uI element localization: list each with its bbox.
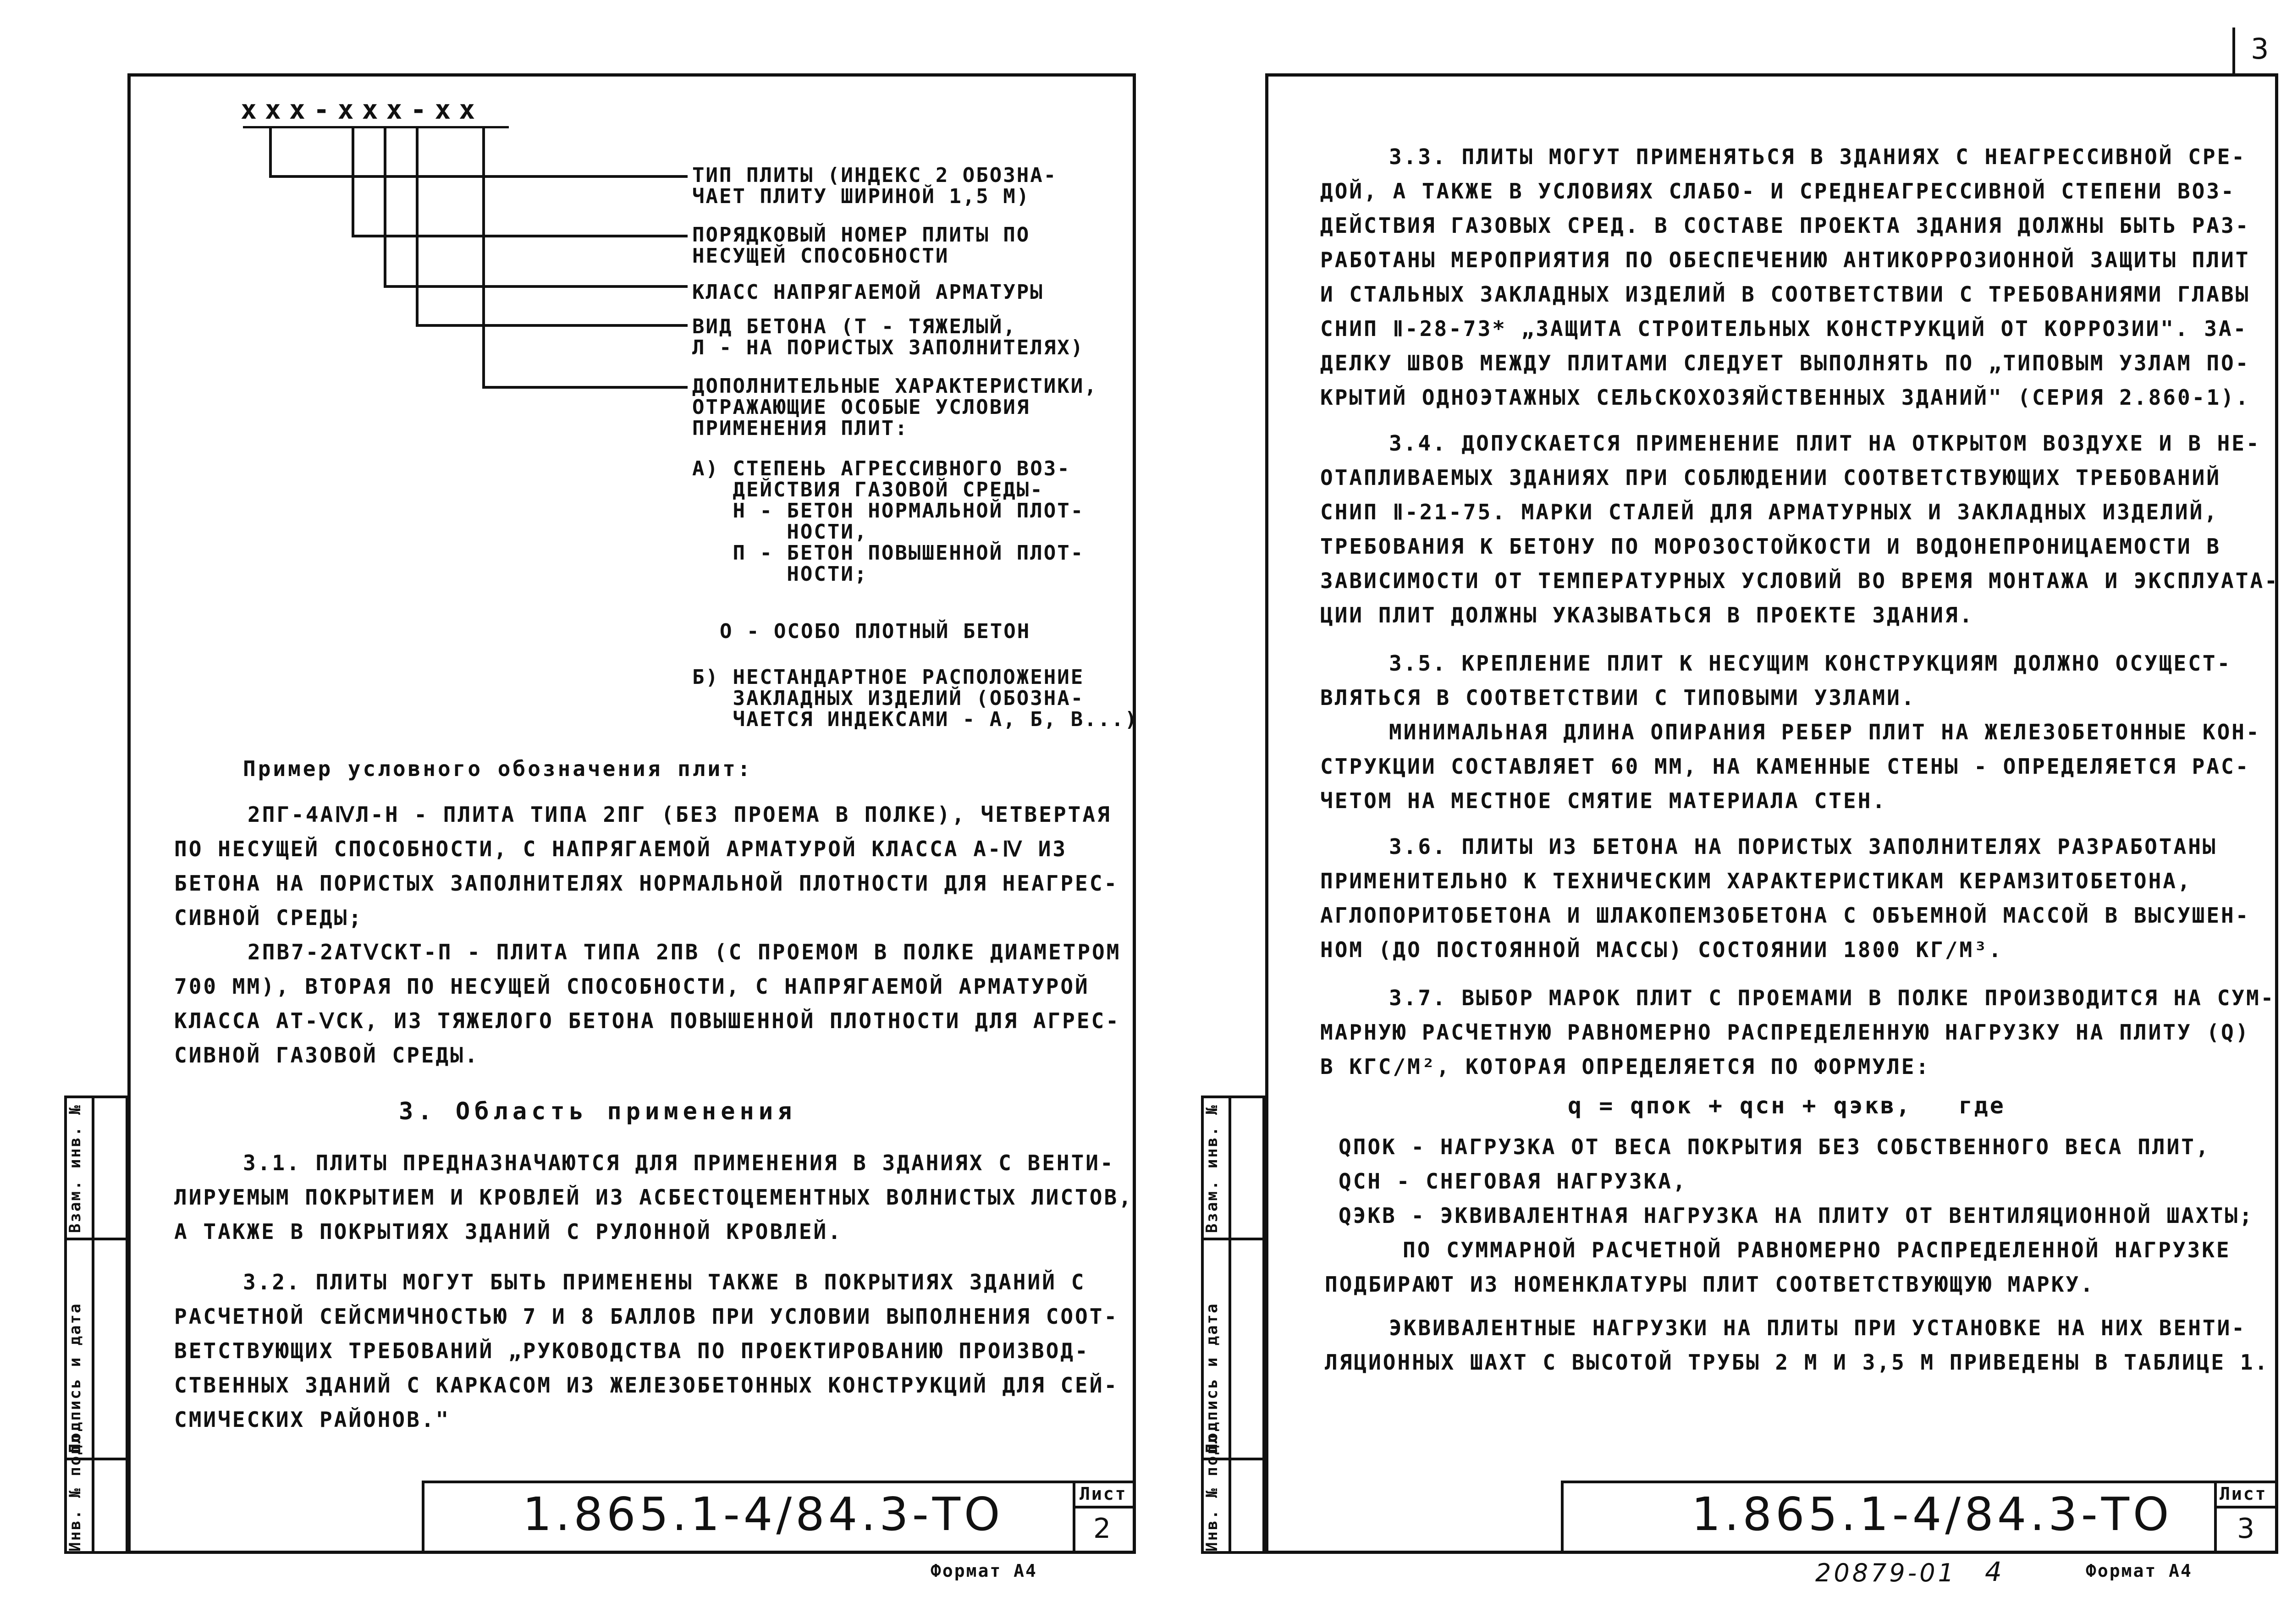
side-field-signature: Подпись и дата xyxy=(66,1302,84,1453)
section-line: 3.1. ПЛИТЫ ПРЕДНАЗНАЧАЮТСЯ ДЛЯ ПРИМЕНЕНИЯ В ЗДАНИЯХ С ВЕНТИ- xyxy=(243,1151,1115,1175)
section-line: ЛИРУЕМЫМ ПОКРЫТИЕМ И КРОВЛЕЙ ИЗ АСБЕСТОЦЕМЕНТНЫХ ВОЛНИСТЫХ ЛИСТОВ, xyxy=(174,1185,1133,1210)
text-line: 3.5. КРЕПЛЕНИЕ ПЛИТ К НЕСУЩИМ КОНСТРУКЦИЯМ ДОЛЖНО ОСУЩЕСТ- xyxy=(1389,651,2232,676)
scheme-label-concrete: ВИД БЕТОНА (Т - ТЯЖЕЛЫЙ, Л - НА ПОРИСТЫХ ЗАПОЛНИТЕЛЯХ) xyxy=(692,315,1085,359)
example-line: БЕТОНА НА ПОРИСТЫХ ЗАПОЛНИТЕЛЯХ НОРМАЛЬНОЙ ПЛОТНОСТИ ДЛЯ НЕАГРЕС- xyxy=(174,871,1119,896)
right-sheet-label: Лист xyxy=(2220,1484,2267,1504)
left-sheet-number: 2 xyxy=(1093,1513,1111,1545)
text-line: ЦИИ ПЛИТ ДОЛЖНЫ УКАЗЫВАТЬСЯ В ПРОЕКТЕ ЗДАНИЯ. xyxy=(1320,603,1974,628)
scheme-sub-o: О - ОСОБО ПЛОТНЫЙ БЕТОН xyxy=(720,620,1031,643)
text-line: ТРЕБОВАНИЯ К БЕТОНУ ПО МОРОЗОСТОЙКОСТИ И ВОДОНЕПРОНИЦАЕМОСТИ В xyxy=(1320,534,2221,559)
scheme-label-steel: КЛАСС НАПРЯГАЕМОЙ АРМАТУРЫ xyxy=(692,281,1044,304)
text-line: НОМ (ДО ПОСТОЯННОЙ МАССЫ) СОСТОЯНИИ 1800 КГ/М³. xyxy=(1320,937,2003,962)
section-line: ВЕТСТВУЮЩИХ ТРЕБОВАНИЙ „РУКОВОДСТВА ПО ПРОЕКТИРОВАНИЮ ПРОИЗВОД- xyxy=(174,1338,1090,1363)
text-line: 3.4. ДОПУСКАЕТСЯ ПРИМЕНЕНИЕ ПЛИТ НА ОТКРЫТОМ ВОЗДУХЕ И В НЕ- xyxy=(1389,431,2261,456)
text-line: ДОЙ, А ТАКЖЕ В УСЛОВИЯХ СЛАБО- И СРЕДНЕАГРЕССИВНОЙ СТЕПЕНИ ВОЗ- xyxy=(1320,179,2236,204)
example-title: Пример условного обозначения плит: xyxy=(243,756,753,781)
text-line: ДЕЙСТВИЯ ГАЗОВЫХ СРЕД. В СОСТАВЕ ПРОЕКТА ЗДАНИЯ ДОЛЖНЫ БЫТЬ РАЗ- xyxy=(1320,213,2250,238)
text-line: ДЕЛКУ ШВОВ МЕЖДУ ПЛИТАМИ СЛЕДУЕТ ВЫПОЛНЯТЬ ПО „ТИПОВЫМ УЗЛАМ ПО- xyxy=(1320,351,2250,375)
example-line: 2ПВ7-2АТⅤСКТ-П - ПЛИТА ТИПА 2ПВ (С ПРОЕМОМ В ПОЛКЕ ДИАМЕТРОМ xyxy=(248,940,1121,964)
right-sheet-number: 3 xyxy=(2237,1513,2255,1545)
scheme-code: ххх-ххх-хх xyxy=(241,94,484,125)
text-line: ПРИМЕНИТЕЛЬНО К ТЕХНИЧЕСКИМ ХАРАКТЕРИСТИКАМ КЕРАМЗИТОБЕТОНА, xyxy=(1320,869,2192,893)
example-line: СИВНОЙ СРЕДЫ; xyxy=(174,905,364,930)
text-line: КРЫТИЙ ОДНОЭТАЖНЫХ СЕЛЬСКОХОЗЯЙСТВЕННЫХ ЗДАНИЙ" (СЕРИЯ 2.860-1). xyxy=(1320,385,2250,410)
text-line: ВЛЯТЬСЯ В СООТВЕТСТВИИ С ТИПОВЫМИ УЗЛАМИ. xyxy=(1320,685,1916,710)
side-field-replace: Взам. инв. № xyxy=(66,1104,84,1233)
example-line: 2ПГ-4АⅣЛ-Н - ПЛИТА ТИПА 2ПГ (БЕЗ ПРОЕМА В ПОЛКЕ), ЧЕТВЕРТАЯ xyxy=(248,802,1112,827)
text-line: ЗАВИСИМОСТИ ОТ ТЕМПЕРАТУРНЫХ УСЛОВИЙ ВО ВРЕМЯ МОНТАЖА И ЭКСПЛУАТА- xyxy=(1320,568,2279,593)
left-format: Формат А4 xyxy=(931,1561,1037,1581)
scheme-connectors xyxy=(238,124,697,399)
corner-page-number: 3 xyxy=(2251,32,2269,66)
scheme-sub-b: Б) НЕСТАНДАРТНОЕ РАСПОЛОЖЕНИЕ ЗАКЛАДНЫХ ИЗДЕЛИЙ (ОБОЗНА- ЧАЕТСЯ ИНДЕКСАМИ - А, Б, В...) xyxy=(692,666,1139,731)
right-stamp-code: 1.865.1-4/84.3-ТО xyxy=(1691,1487,2173,1541)
text-line: ОТАПЛИВАЕМЫХ ЗДАНИЯХ ПРИ СОБЛЮДЕНИИ СООТВЕТСТВУЮЩИХ ТРЕБОВАНИЙ xyxy=(1320,465,2221,490)
right-format: Формат А4 xyxy=(2086,1561,2193,1581)
section-title: 3. Область применения xyxy=(399,1098,797,1125)
text-line: ПОДБИРАЮТ ИЗ НОМЕНКЛАТУРЫ ПЛИТ СООТВЕТСТВУЮЩУЮ МАРКУ. xyxy=(1325,1272,2095,1297)
left-stamp-code: 1.865.1-4/84.3-ТО xyxy=(523,1487,1004,1541)
text-line: И СТАЛЬНЫХ ЗАКЛАДНЫХ ИЗДЕЛИЙ В СООТВЕТСТВИИ С ТРЕБОВАНИЯМИ ГЛАВЫ xyxy=(1320,282,2250,307)
side-field-inventory: Инв. № подл. xyxy=(1203,1422,1221,1552)
text-line: СНИП Ⅱ-21-75. МАРКИ СТАЛЕЙ ДЛЯ АРМАТУРНЫХ И ЗАКЛАДНЫХ ИЗДЕЛИЙ, xyxy=(1320,500,2219,524)
side-field-inventory: Инв. № подл. xyxy=(66,1422,84,1552)
text-line: АГЛОПОРИТОБЕТОНА И ШЛАКОПЕМЗОБЕТОНА С ОБЪЕМНОЙ МАССОЙ В ВЫСУШЕН- xyxy=(1320,903,2250,928)
text-line: МАРНУЮ РАСЧЕТНУЮ РАВНОМЕРНО РАСПРЕДЕЛЕННУЮ НАГРУЗКУ НА ПЛИТУ (Q) xyxy=(1320,1020,2250,1045)
definition-line: QСН - СНЕГОВАЯ НАГРУЗКА, xyxy=(1339,1169,1687,1194)
section-line: СТВЕННЫХ ЗДАНИЙ С КАРКАСОМ ИЗ ЖЕЛЕЗОБЕТОННЫХ КОНСТРУКЦИЙ ДЛЯ СЕЙ- xyxy=(174,1373,1119,1398)
side-field-signature: Подпись и дата xyxy=(1203,1302,1221,1453)
definition-line: QЭКВ - ЭКВИВАЛЕНТНАЯ НАГРУЗКА НА ПЛИТУ ОТ ВЕНТИЛЯЦИОННОЙ ШАХТЫ; xyxy=(1339,1203,2254,1228)
archive-page: 4 xyxy=(1985,1556,2002,1587)
text-line: ПО СУММАРНОЙ РАСЧЕТНОЙ РАВНОМЕРНО РАСПРЕДЕЛЕННОЙ НАГРУЗКЕ xyxy=(1403,1238,2231,1262)
formula: q = qпок + qсн + qэкв, где xyxy=(1568,1092,2006,1119)
left-sheet-label: Лист xyxy=(1080,1484,1127,1504)
text-line: ЭКВИВАЛЕНТНЫЕ НАГРУЗКИ НА ПЛИТЫ ПРИ УСТАНОВКЕ НА НИХ ВЕНТИ- xyxy=(1389,1316,2246,1340)
example-line: ПО НЕСУЩЕЙ СПОСОБНОСТИ, С НАПРЯГАЕМОЙ АРМАТУРОЙ КЛАССА А-Ⅳ ИЗ xyxy=(174,837,1068,861)
example-line: КЛАССА АТ-ⅤСК, ИЗ ТЯЖЕЛОГО БЕТОНА ПОВЫШЕННОЙ ПЛОТНОСТИ ДЛЯ АГРЕС- xyxy=(174,1008,1120,1033)
text-line: РАБОТАНЫ МЕРОПРИЯТИЯ ПО ОБЕСПЕЧЕНИЮ АНТИКОРРОЗИОННОЙ ЗАЩИТЫ ПЛИТ xyxy=(1320,248,2250,272)
section-line: 3.2. ПЛИТЫ МОГУТ БЫТЬ ПРИМЕНЕНЫ ТАКЖЕ В ПОКРЫТИЯХ ЗДАНИЙ С xyxy=(243,1270,1086,1294)
example-line: СИВНОЙ ГАЗОВОЙ СРЕДЫ. xyxy=(174,1043,479,1068)
text-line: 3.3. ПЛИТЫ МОГУТ ПРИМЕНЯТЬСЯ В ЗДАНИЯХ С НЕАГРЕССИВНОЙ СРЕ- xyxy=(1389,144,2246,169)
section-line: СМИЧЕСКИХ РАЙОНОВ." xyxy=(174,1407,451,1432)
definition-line: QПОК - НАГРУЗКА ОТ ВЕСА ПОКРЫТИЯ БЕЗ СОБСТВЕННОГО ВЕСА ПЛИТ, xyxy=(1339,1134,2210,1159)
scheme-label-extra: ДОПОЛНИТЕЛЬНЫЕ ХАРАКТЕРИСТИКИ, ОТРАЖАЮЩИЕ ОСОБЫЕ УСЛОВИЯ ПРИМЕНЕНИЯ ПЛИТ: xyxy=(692,374,1098,440)
text-line: ЛЯЦИОННЫХ ШАХТ С ВЫСОТОЙ ТРУБЫ 2 М И 3,5 М ПРИВЕДЕНЫ В ТАБЛИЦЕ 1. xyxy=(1325,1350,2270,1375)
example-line: 700 ММ), ВТОРАЯ ПО НЕСУЩЕЙ СПОСОБНОСТИ, С НАПРЯГАЕМОЙ АРМАТУРОЙ xyxy=(174,974,1090,999)
scheme-label-number: ПОРЯДКОВЫЙ НОМЕР ПЛИТЫ ПО НЕСУЩЕЙ СПОСОБНОСТИ xyxy=(692,223,1030,268)
text-line: В КГС/М², КОТОРАЯ ОПРЕДЕЛЯЕТСЯ ПО ФОРМУЛЕ: xyxy=(1320,1054,1931,1079)
side-field-replace: Взам. инв. № xyxy=(1203,1104,1221,1233)
text-line: ЧЕТОМ НА МЕСТНОЕ СМЯТИЕ МАТЕРИАЛА СТЕН. xyxy=(1320,788,1887,813)
text-line: 3.6. ПЛИТЫ ИЗ БЕТОНА НА ПОРИСТЫХ ЗАПОЛНИТЕЛЯХ РАЗРАБОТАНЫ xyxy=(1389,834,2217,859)
text-line: 3.7. ВЫБОР МАРОК ПЛИТ С ПРОЕМАМИ В ПОЛКЕ ПРОИЗВОДИТСЯ НА СУМ- xyxy=(1389,985,2275,1010)
text-line: СТРУКЦИИ СОСТАВЛЯЕТ 60 ММ, НА КАМЕННЫЕ СТЕНЫ - ОПРЕДЕЛЯЕТСЯ РАС- xyxy=(1320,754,2250,779)
scheme-label-type: ТИП ПЛИТЫ (ИНДЕКС 2 ОБОЗНА- ЧАЕТ ПЛИТУ ШИРИНОЙ 1,5 М) xyxy=(692,164,1058,208)
section-line: РАСЧЕТНОЙ СЕЙСМИЧНОСТЬЮ 7 И 8 БАЛЛОВ ПРИ УСЛОВИИ ВЫПОЛНЕНИЯ СООТ- xyxy=(174,1304,1119,1329)
archive-number: 20879-01 xyxy=(1815,1558,1956,1587)
scheme-sub-a: А) СТЕПЕНЬ АГРЕССИВНОГО ВОЗ- ДЕЙСТВИЯ ГАЗОВОЙ СРЕДЫ- Н - БЕТОН НОРМАЛЬНОЙ ПЛОТ- НОСТИ, П - БЕТОН ПОВЫШЕННОЙ ПЛОТ- НОСТИ; xyxy=(692,457,1085,586)
text-line: СНИП Ⅱ-28-73* „ЗАЩИТА СТРОИТЕЛЬНЫХ КОНСТРУКЦИЙ ОТ КОРРОЗИИ". ЗА- xyxy=(1320,316,2248,341)
section-line: А ТАКЖЕ В ПОКРЫТИЯХ ЗДАНИЙ С РУЛОННОЙ КРОВЛЕЙ. xyxy=(174,1219,843,1244)
text-line: МИНИМАЛЬНАЯ ДЛИНА ОПИРАНИЯ РЕБЕР ПЛИТ НА ЖЕЛЕЗОБЕТОННЫЕ КОН- xyxy=(1389,720,2261,744)
